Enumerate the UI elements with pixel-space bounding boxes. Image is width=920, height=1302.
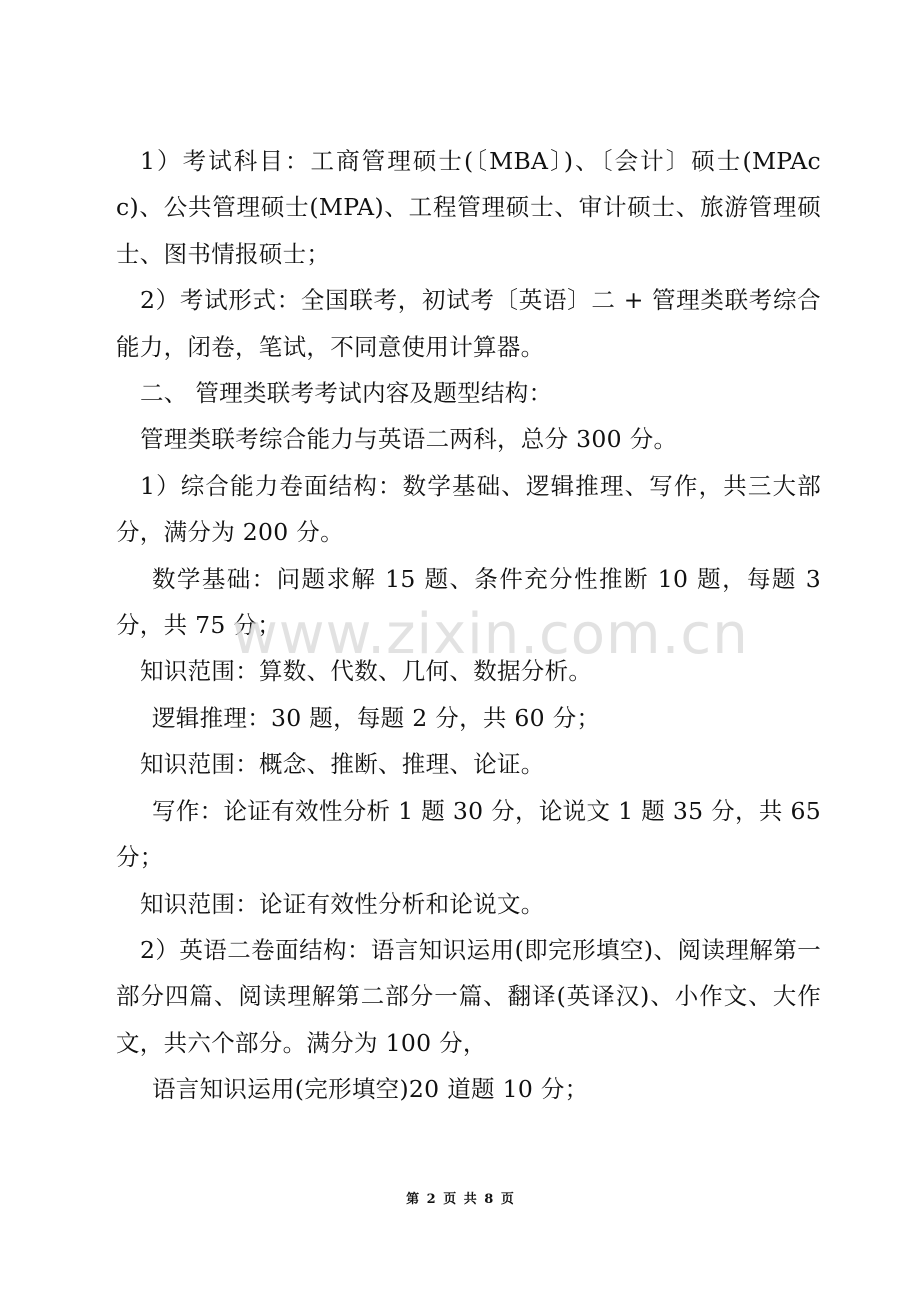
section-heading-content-structure: 二、 管理类联考考试内容及题型结构： xyxy=(140,379,553,408)
paragraph-cloze: 语言知识运用(完形填空)20 道题 10 分； xyxy=(152,1075,589,1104)
paragraph-exam-format: 2）考试形式：全国联考，初试考〔英语〕二 + 管理类联考综合能力，闭卷，笔试，不同意使用计算器。 xyxy=(116,286,821,361)
paragraph-math-basics: 数学基础：问题求解 15 题、条件充分性推断 10 题，每题 3 分，共 75 分； xyxy=(116,564,821,640)
watermark: www.zixin.com.cn xyxy=(232,602,749,667)
paragraph-english-structure: 2）英语二卷面结构：语言知识运用(即完形填空)、阅读理解第一部分四篇、阅读理解第二部分一篇、翻译(英译汉)、小作文、大作文，共六个部分。满分为 100 分， xyxy=(116,935,821,1057)
paragraph-logic-reasoning: 逻辑推理：30 题，每题 2 分，共 60 分； xyxy=(152,703,601,732)
paragraph-exam-subjects: 1）考试科目：工商管理硕士(〔MBA〕)、〔会计〕硕士(MPAcc)、公共管理硕士(MPA)、工程管理硕士、审计硕士、旅游管理硕士、图书情报硕士； xyxy=(116,147,821,268)
paragraph-writing: 写作：论证有效性分析 1 题 30 分，论说文 1 题 35 分，共 65 分； xyxy=(116,796,821,872)
page-number-footer: 第 2 页 共 8 页 xyxy=(406,1192,514,1207)
paragraph-total-score: 管理类联考综合能力与英语二两科，总分 300 分。 xyxy=(140,425,678,454)
paragraph-comprehensive-structure: 1）综合能力卷面结构：数学基础、逻辑推理、写作，共三大部分，满分为 200 分。 xyxy=(116,471,821,547)
paragraph-math-knowledge-scope: 知识范围：算数、代数、几何、数据分析。 xyxy=(140,657,593,686)
paragraph-writing-knowledge-scope: 知识范围：论证有效性分析和论说文。 xyxy=(140,889,545,918)
paragraph-logic-knowledge-scope: 知识范围：概念、推断、推理、论证。 xyxy=(140,750,545,779)
